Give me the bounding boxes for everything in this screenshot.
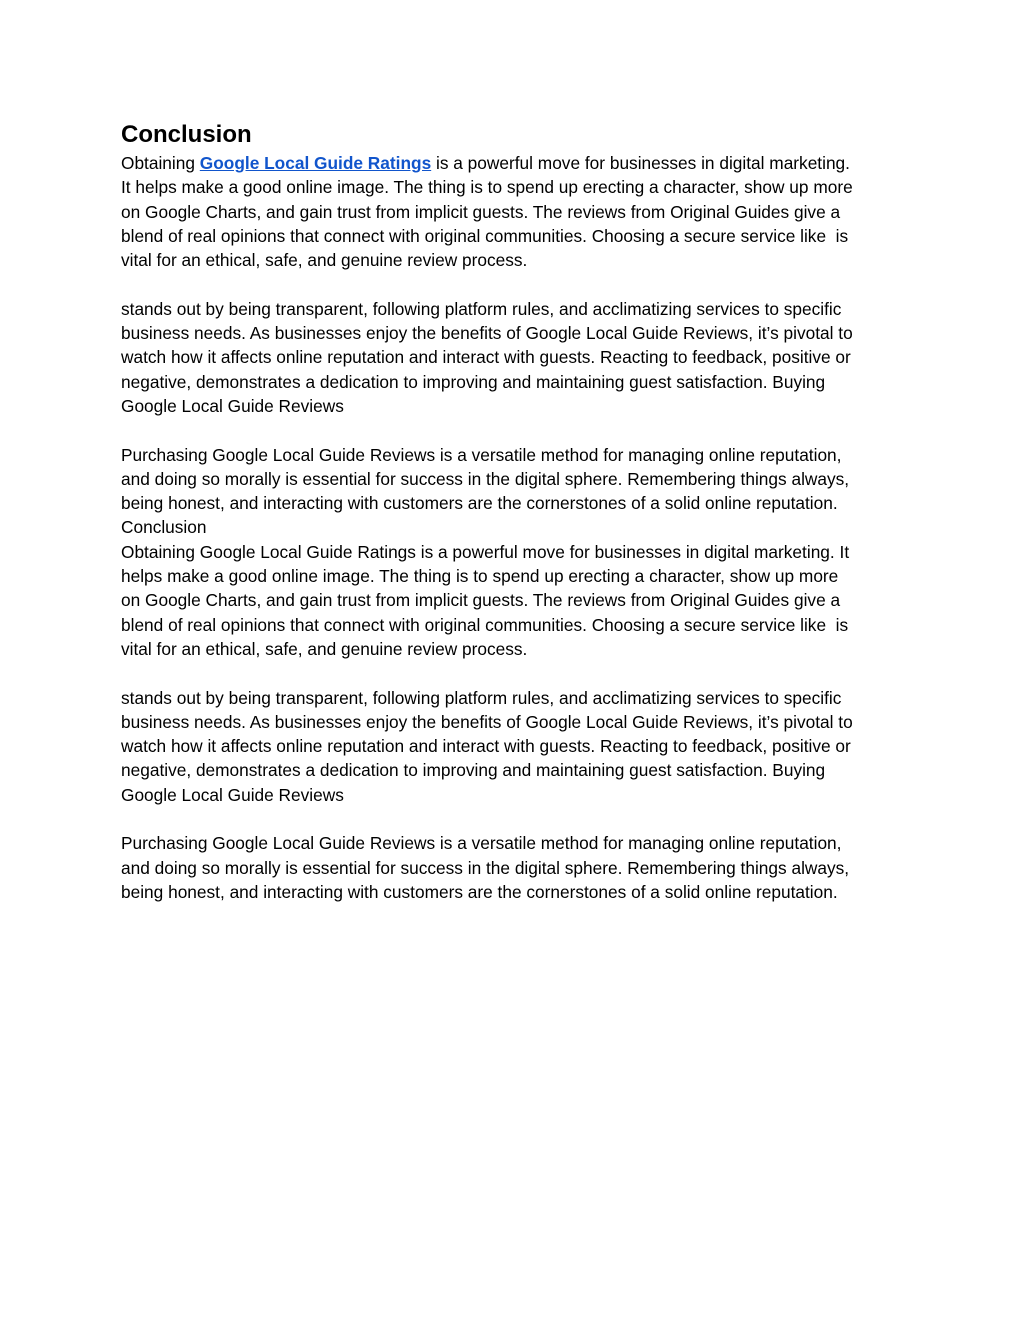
text-line: on Google Charts, and gain trust from implicit guests. The reviews from Original Guides give a [121, 590, 841, 611]
blank-line [121, 661, 911, 685]
page-title: Conclusion [121, 121, 252, 148]
text-line: on Google Charts, and gain trust from implicit guests. The reviews from Original Guides give a [121, 201, 841, 222]
text-line: helps make a good online image. The thing is to spend up erecting a character, show up more [121, 566, 839, 587]
google-local-guide-ratings-link[interactable]: Google Local Guide Ratings [199, 153, 432, 173]
text-line: negative, demonstrates a dedication to improving and maintaining guest satisfaction. Buying [121, 760, 826, 781]
text-line [121, 151, 911, 175]
text-line: and doing so morally is essential for success in the digital sphere. Remembering things always, [121, 468, 850, 489]
text-line: business needs. As businesses enjoy the benefits of Google Local Guide Reviews, it’s pivotal to [121, 323, 853, 344]
blank-line [121, 807, 911, 831]
text-line: vital for an ethical, safe, and genuine review process. [121, 638, 528, 659]
text-line: Conclusion [121, 517, 207, 538]
text-line: vital for an ethical, safe, and genuine review process. [121, 250, 528, 271]
text-line: Purchasing Google Local Guide Reviews is a versatile method for managing online reputation, [121, 444, 842, 465]
text-line: Obtaining Google Local Guide Ratings is a powerful move for businesses in digital marketing. It [121, 541, 850, 562]
text-lines [121, 151, 911, 904]
text-run: is a powerful move for businesses in digital marketing. [431, 153, 850, 173]
blank-line [121, 272, 911, 296]
text-line: It helps make a good online image. The thing is to spend up erecting a character, show up more [121, 177, 853, 198]
text-run: Obtaining [121, 153, 200, 173]
text-line: stands out by being transparent, following platform rules, and acclimatizing services to specific [121, 298, 842, 319]
text-line: Purchasing Google Local Guide Reviews is a versatile method for managing online reputation, [121, 833, 842, 854]
text-line: being honest, and interacting with customers are the cornerstones of a solid online reputation. [121, 493, 838, 514]
text-line: blend of real opinions that connect with original communities. Choosing a secure service like is [121, 225, 849, 246]
text-line: blend of real opinions that connect with original communities. Choosing a secure service like is [121, 614, 849, 635]
document-body [121, 119, 911, 904]
blank-line [121, 418, 911, 442]
text-line: and doing so morally is essential for success in the digital sphere. Remembering things always, [121, 857, 850, 878]
text-line: stands out by being transparent, following platform rules, and acclimatizing services to specific [121, 687, 842, 708]
text-line: being honest, and interacting with customers are the cornerstones of a solid online reputation. [121, 881, 838, 902]
text-line: Google Local Guide Reviews [121, 395, 344, 416]
text-line: watch how it affects online reputation and interact with guests. Reacting to feedback, positive or [121, 347, 851, 368]
text-line: Google Local Guide Reviews [121, 784, 344, 805]
text-line: watch how it affects online reputation and interact with guests. Reacting to feedback, positive or [121, 736, 851, 757]
text-line: negative, demonstrates a dedication to improving and maintaining guest satisfaction. Buying [121, 371, 826, 392]
text-line: business needs. As businesses enjoy the benefits of Google Local Guide Reviews, it’s pivotal to [121, 711, 853, 732]
